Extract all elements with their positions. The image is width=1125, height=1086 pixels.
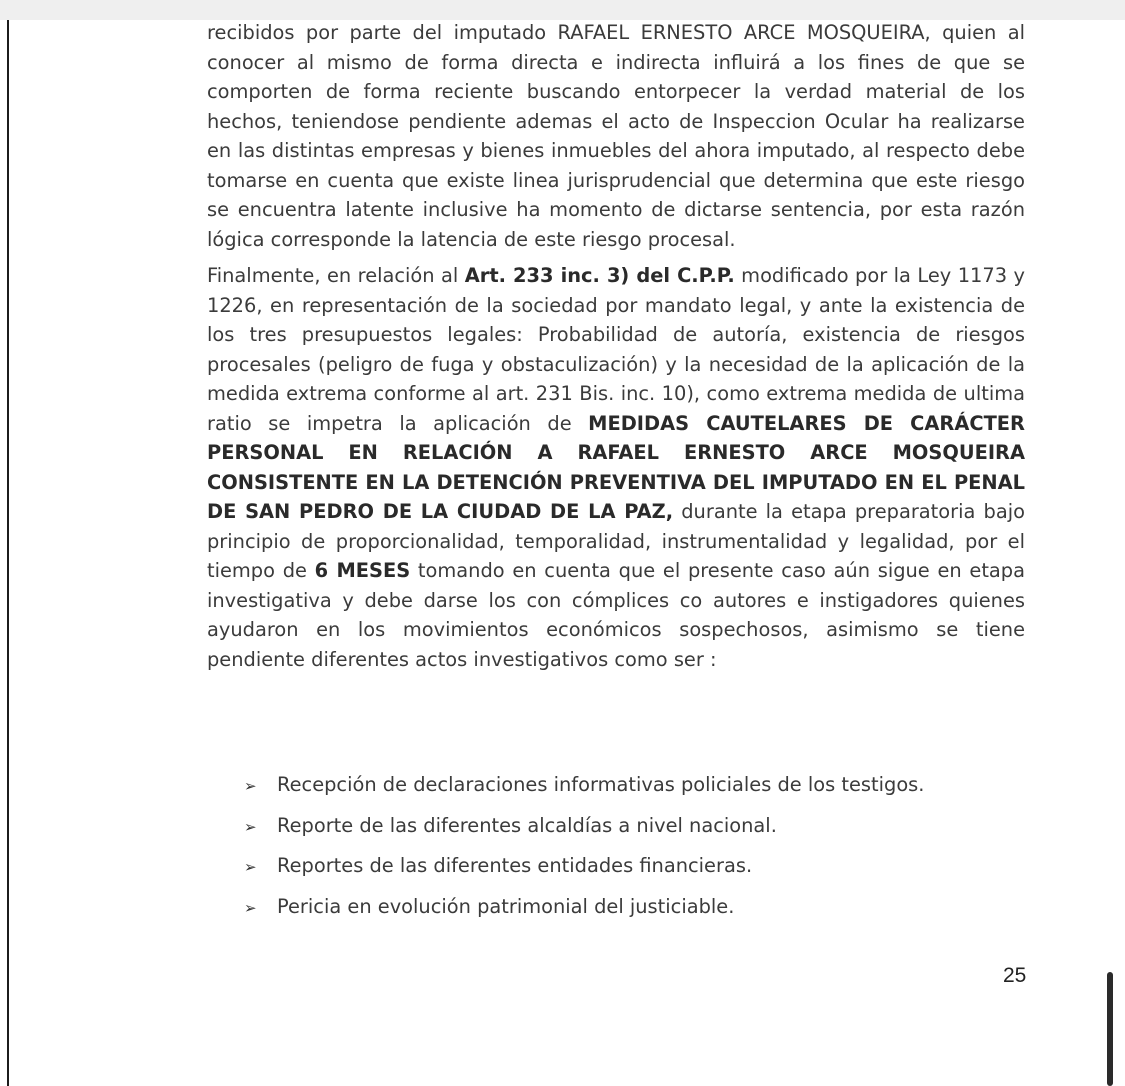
legal-article-reference: Art. 233 inc. 3) del C.P.P.	[464, 264, 735, 287]
arrow-bullet-icon: ➢	[244, 817, 257, 836]
precautionary-measure-statement: MEDIDAS CAUTELARES DE CARÁCTER PERSONAL EN RELACIÓN A RAFAEL ERNESTO ARCE MOSQUEIRA CONSISTENTE EN LA DETENCIÓN PREVENTIVA DEL IMPUTADO EN EL PENAL DE SAN PEDRO DE LA CIUDAD DE LA PAZ,	[207, 411, 1025, 523]
arrow-bullet-icon: ➢	[244, 777, 257, 795]
paragraph-request-text-1: Finalmente, en relación al	[207, 264, 465, 287]
list-item-text: Pericia en evolución patrimonial del justiciable.	[277, 894, 735, 918]
list-item	[244, 765, 1044, 806]
list-item	[244, 887, 1044, 928]
list-item-text: Reporte de las diferentes alcaldías a nivel nacional.	[277, 813, 777, 837]
viewer-top-bar	[0, 0, 1125, 20]
arrow-bullet-icon: ➢	[244, 858, 257, 876]
paragraph-request-text-3: durante la etapa preparatoria bajo principio de proporcionalidad, temporalidad, instrumentalidad y legalidad, por el tiempo de	[207, 500, 1025, 582]
page-number: 25	[1003, 964, 1027, 987]
arrow-bullet-icon: ➢	[244, 898, 257, 917]
paragraph-request-text-2: modificado por la Ley 1173 y 1226, en representación de la sociedad por mandato legal, y ante la existencia de los tres presupuestos legales: Probabilidad de autoría, existencia de riesgos procesales (peligro de fuga y obstaculización) y la necesidad de la aplicación de la medida extrema conforme al art. 231 Bis. inc. 10), como extrema medida de ultima ratio se impetra la aplicación de	[207, 264, 1025, 435]
document-body	[207, 18, 1025, 674]
list-item-text: Recepción de declaraciones informativas policiales de los testigos.	[277, 773, 925, 796]
detention-duration: 6 MESES	[314, 559, 411, 582]
list-item-text: Reportes de las diferentes entidades financieras.	[277, 854, 753, 877]
pending-acts-list	[244, 765, 1044, 927]
list-item	[244, 846, 1044, 887]
list-item	[244, 806, 1044, 847]
paragraph-request-text-4: tomando en cuenta que el presente caso aún sigue en etapa investigativa y debe darse los con cómplices co autores e instigadores quienes ayudaron en los movimientos económicos sospechosos, asimismo se tiene pendiente diferentes actos investigativos como ser :	[207, 559, 1026, 671]
paragraph-request	[207, 261, 1025, 674]
paragraph-risk: recibidos por parte del imputado RAFAEL ERNESTO ARCE MOSQUEIRA, quien al conocer al mismo de forma directa e indirecta influirá a los fines de que se comporten de forma reciente buscando entorpecer la verdad material de los hechos, teniendose pendiente ademas el acto de Inspeccion Ocular ha realizarse en las distintas empresas y bienes inmuebles del ahora imputado, al respecto debe tomarse en cuenta que existe linea jurisprudencial que determina que este riesgo se encuentra latente inclusive ha momento de dictarse sentencia, por esta razón lógica corresponde la latencia de este riesgo procesal.	[207, 21, 1025, 251]
scrollbar-thumb[interactable]	[1107, 972, 1113, 1086]
